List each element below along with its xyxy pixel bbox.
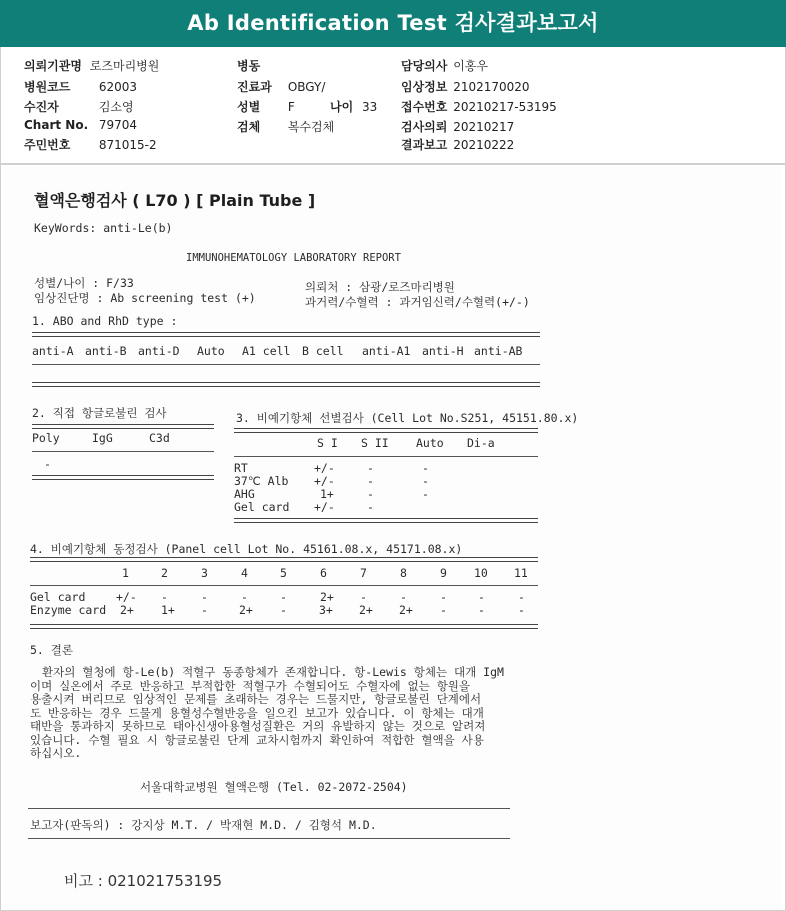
section3-rule-bottom: [234, 518, 538, 523]
value-report: 20210222: [453, 138, 515, 152]
panel-cell: -: [518, 603, 525, 617]
panel-col: 8: [400, 566, 407, 580]
screen-cell: +/-: [314, 474, 335, 488]
conclusion-line: 하십시오.: [30, 746, 82, 760]
sex-age: 성별/나이 : F/33: [34, 276, 134, 290]
screen-cell: -: [422, 461, 429, 475]
label-ward: 병동: [237, 59, 261, 73]
label-report: 결과보고: [401, 138, 448, 152]
section2-title: 2. 직접 항글로불린 검사: [32, 406, 167, 420]
conclusion-line: 있습니다. 수혈 필요 시 항글로불린 단계 교차시험까지 확인하여 적합한 혈액을 사용: [30, 732, 484, 747]
panel-cell: -: [241, 590, 248, 604]
label-dept: 진료과: [237, 80, 272, 94]
panel-cell: +/-: [116, 590, 137, 604]
diagnosis: 임상진단명 : Ab screening test (+): [34, 291, 256, 305]
section3-rule-mid: [234, 456, 538, 457]
keywords: KeyWords: anti-Le(b): [34, 221, 173, 235]
section1-rule-mid: [32, 364, 540, 365]
panel-cell: -: [400, 590, 407, 604]
panel-cell: -: [201, 603, 208, 617]
label-sex: 성별: [237, 100, 261, 114]
screen-col: Di-a: [467, 436, 495, 450]
panel-cell: 2+: [359, 603, 373, 617]
info-report: [401, 136, 514, 153]
label-request: 검사의뢰: [401, 120, 448, 134]
panel-cell: -: [280, 590, 287, 604]
dat-col: Poly: [32, 431, 60, 445]
section1-rule-top: [32, 332, 540, 337]
panel-cell: -: [440, 590, 447, 604]
dat-col: C3d: [149, 431, 170, 445]
section3-rule-top: [234, 428, 538, 433]
remark: 비고 : 021021753195: [64, 872, 223, 890]
info-dept: [237, 78, 325, 95]
value-doctor: 이홍우: [453, 59, 488, 73]
label-receipt: 접수번호: [401, 100, 448, 114]
label-institution: 의뢰기관명: [24, 59, 82, 73]
screen-row-label: 37℃ Alb: [234, 474, 289, 488]
panel-col: 2: [161, 566, 168, 580]
referrer: 의뢰처 : 삼광/로즈마리병원: [305, 280, 455, 294]
abo-col: anti-A1: [362, 344, 411, 358]
screen-cell: +/-: [314, 461, 335, 475]
screen-col: S I: [317, 436, 338, 450]
section1-title: 1. ABO and RhD type :: [32, 314, 178, 328]
info-receipt: [401, 98, 557, 115]
value-specimen: 복수검체: [287, 120, 335, 134]
value-clinic: 2102170020: [453, 80, 530, 94]
info-collector: [24, 98, 134, 115]
section2-rule-top: [32, 424, 214, 429]
panel-col: 3: [201, 566, 208, 580]
value-chart: 79704: [98, 118, 138, 132]
panel-col: 7: [360, 566, 367, 580]
panel-cell: -: [201, 590, 208, 604]
value-age: 33: [362, 100, 378, 114]
dat-value: -: [44, 457, 51, 471]
abo-col: anti-D: [138, 344, 180, 358]
abo-col: B cell: [302, 344, 344, 358]
report-heading: 혈액은행검사 ( L70 ) [ Plain Tube ]: [34, 191, 316, 210]
screen-cell: -: [422, 474, 429, 488]
panel-row-label: Gel card: [30, 590, 86, 604]
info-request: [401, 118, 514, 135]
screen-cell: -: [367, 461, 374, 475]
info-clinic: [401, 78, 530, 95]
abo-col: anti-H: [422, 344, 464, 358]
section2-rule-mid: [32, 451, 214, 452]
dat-col: IgG: [92, 431, 113, 445]
reporter-line: 보고자(판독의) : 강지상 M.T. / 박재현 M.D. / 김형석 M.D.: [30, 818, 377, 832]
label-collector: 수진자: [24, 100, 59, 114]
screen-row-label: RT: [234, 461, 248, 475]
info-code: [24, 78, 137, 95]
conclusion-line: 용출시켜 버리므로 임상적인 문제를 초래하는 경우는 드물지만, 항글로불린 단계에서: [30, 692, 482, 706]
value-code: 62003: [98, 80, 138, 94]
panel-col: 11: [514, 566, 528, 580]
info-specimen: [237, 118, 334, 135]
value-sex: F: [287, 100, 295, 114]
value-request: 20210217: [453, 120, 515, 134]
label-chart: Chart No.: [24, 118, 89, 132]
panel-cell: 2+: [239, 603, 253, 617]
section4-rule-mid: [30, 585, 538, 586]
sign-rule-bottom: [28, 838, 510, 839]
info-doctor: [401, 57, 488, 74]
conclusion-line: 도 반응하는 경우 드물게 용혈성수혈반응을 일으킨 보고가 있습니다. 이 항체는 대개: [30, 705, 484, 720]
panel-col: 9: [440, 566, 447, 580]
section4-rule-top: [30, 557, 538, 562]
info-rrn: [24, 136, 157, 153]
panel-cell: 2+: [399, 603, 413, 617]
conclusion-line: 태반을 통과하지 못하므로 태아신생아용혈성질환은 거의 유발하지 않는 것으로 알려져: [30, 719, 486, 733]
screen-row-label: Gel card: [234, 500, 290, 514]
conclusion-line: 이며 실온에서 주로 반응하고 부적합한 적혈구가 수혈되어도 수혈자에 없는 항원을: [30, 678, 471, 693]
screen-cell: -: [367, 500, 374, 514]
abo-col: Auto: [197, 344, 225, 358]
screen-col: Auto: [416, 436, 444, 450]
panel-cell: -: [161, 590, 168, 604]
panel-cell: 3+: [319, 603, 333, 617]
abo-col: anti-AB: [474, 344, 523, 358]
panel-cell: -: [478, 603, 485, 617]
signature-org: 서울대학교병원 혈액은행 (Tel. 02-2072-2504): [140, 780, 408, 794]
section4-title: 4. 비예기항체 동정검사 (Panel cell Lot No. 45161.08.x, 45171.08.x): [30, 542, 463, 556]
section3-title: 3. 비예기항체 선별검사 (Cell Lot No.S251, 45151.80.x): [236, 411, 579, 425]
panel-col: 5: [280, 566, 287, 580]
abo-col: anti-A: [32, 344, 74, 358]
label-rrn: 주민번호: [24, 138, 71, 152]
report-title-bar: [0, 0, 786, 47]
section2-rule-bottom: [32, 475, 214, 480]
value-institution: 로즈마리병원: [89, 59, 160, 73]
panel-cell: -: [280, 603, 287, 617]
conclusion-text: [30, 666, 560, 761]
label-doctor: 담당의사: [401, 59, 448, 73]
section5-title: 5. 결론: [30, 643, 73, 657]
panel-col: 1: [122, 566, 129, 580]
screen-cell: 1+: [320, 487, 334, 501]
label-code: 병원코드: [24, 80, 71, 94]
info-institution: [24, 57, 159, 74]
screen-cell: -: [422, 487, 429, 501]
value-receipt: 20210217-53195: [453, 100, 557, 114]
panel-cell: -: [440, 603, 447, 617]
panel-cell: -: [518, 590, 525, 604]
section1-rule-bottom: [32, 382, 540, 387]
conclusion-line: 환자의 혈청에 항-Le(b) 적혈구 동종항체가 존재합니다. 항-Lewis 항체는 대개 IgM: [42, 665, 504, 679]
panel-col: 6: [320, 566, 327, 580]
panel-cell: 1+: [161, 603, 175, 617]
abo-col: anti-B: [85, 344, 127, 358]
value-rrn: 871015-2: [98, 138, 157, 152]
label-clinic: 임상정보: [401, 80, 448, 94]
abo-col: A1 cell: [242, 344, 291, 358]
screen-cell: -: [367, 487, 374, 501]
value-collector: 김소영: [98, 100, 134, 114]
info-chart: [24, 118, 137, 132]
panel-cell: -: [478, 590, 485, 604]
panel-cell: 2+: [320, 590, 334, 604]
header-divider: [0, 163, 786, 165]
label-age: 나이: [330, 100, 354, 114]
screen-col: S II: [361, 436, 389, 450]
sign-rule-top: [28, 808, 510, 809]
history: 과거력/수혈력 : 과거임신력/수혈력(+/-): [305, 295, 530, 309]
panel-row-label: Enzyme card: [30, 603, 107, 617]
screen-row-label: AHG: [234, 487, 255, 501]
panel-col: 4: [241, 566, 248, 580]
info-ward: [237, 57, 260, 74]
label-specimen: 검체: [237, 120, 261, 134]
panel-cell: 2+: [120, 603, 134, 617]
screen-cell: -: [367, 474, 374, 488]
report-title: Ab Identification Test 검사결과보고서: [187, 11, 599, 35]
value-dept: OBGY/: [287, 80, 326, 94]
panel-col: 10: [474, 566, 488, 580]
lab-title: IMMUNOHEMATOLOGY LABORATORY REPORT: [186, 252, 401, 264]
panel-cell: -: [360, 590, 367, 604]
info-sex: [237, 98, 295, 115]
screen-cell: +/-: [314, 500, 335, 514]
info-age: [330, 98, 377, 115]
section4-rule-bottom: [30, 624, 538, 629]
